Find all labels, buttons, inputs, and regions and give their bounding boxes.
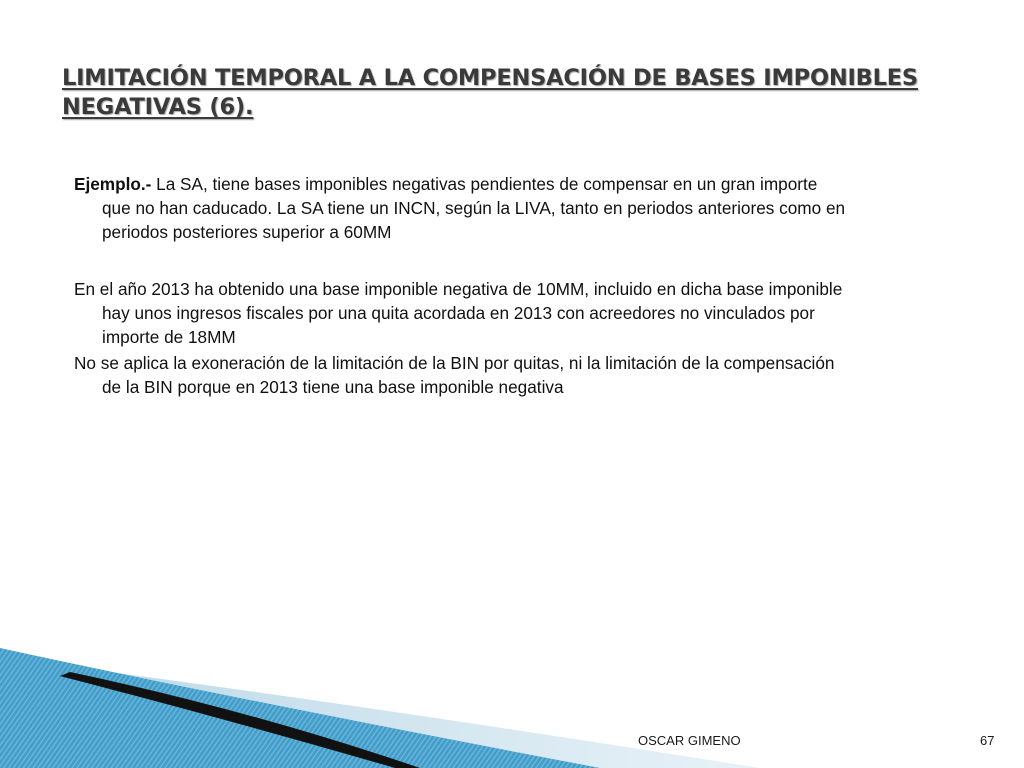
example-paragraph-line-1-text: La SA, tiene bases imponibles negativas pendientes de compensar en un gran importe bbox=[151, 174, 818, 194]
slide-title-line-1: LIMITACIÓN TEMPORAL A LA COMPENSACIÓN DE BASES IMPONIBLES bbox=[62, 65, 918, 91]
example-paragraph bbox=[74, 172, 974, 244]
conclusion-paragraph bbox=[74, 351, 974, 399]
example-paragraph-line-1 bbox=[74, 172, 974, 196]
conclusion-paragraph-line-2: de la BIN porque en 2013 tiene una base imponible negativa bbox=[102, 377, 564, 397]
year-2013-paragraph bbox=[74, 277, 974, 349]
conclusion-paragraph-line-1: No se aplica la exoneración de la limitación de la BIN por quitas, ni la limitación de la compensación bbox=[74, 353, 835, 373]
example-paragraph-line-3: periodos posteriores superior a 60MM bbox=[102, 222, 392, 242]
footer-page-number: 67 bbox=[980, 733, 995, 748]
slide-title-line-2: NEGATIVAS (6). bbox=[62, 94, 254, 120]
footer-author: OSCAR GIMENO bbox=[638, 733, 741, 748]
year-2013-paragraph-line-1: En el año 2013 ha obtenido una base imponible negativa de 10MM, incluido en dicha base imponible bbox=[74, 279, 843, 299]
slide-body bbox=[74, 172, 974, 399]
year-2013-paragraph-line-3: importe de 18MM bbox=[102, 327, 236, 347]
example-paragraph-line-2: que no han caducado. La SA tiene un INCN, según la LIVA, tanto en periodos anteriores como en bbox=[102, 198, 846, 218]
example-lead-label: Ejemplo.- bbox=[74, 174, 152, 194]
slide-title bbox=[62, 64, 942, 122]
year-2013-paragraph-line-2: hay unos ingresos fiscales por una quita acordada en 2013 con acreedores no vinculados por bbox=[102, 303, 815, 323]
